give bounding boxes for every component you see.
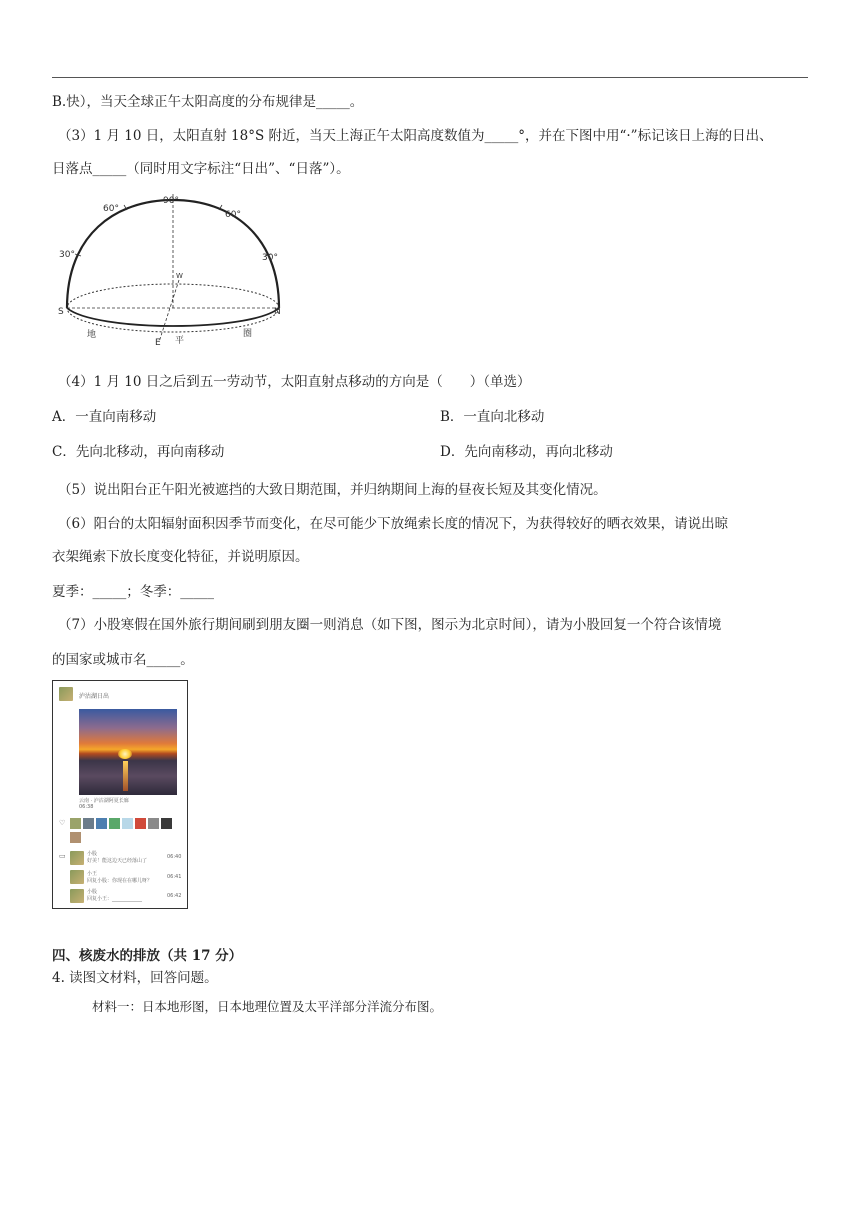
like-avatars [70, 818, 172, 829]
option-d: D．先向南移动，再向北移动 [440, 444, 613, 460]
question-5: （5）说出阳台正午阳光被遮挡的大致日期范围，并归纳期间上海的昼夜长短及其变化情况。 [58, 482, 607, 498]
like-avatar [70, 818, 81, 829]
avatar [70, 889, 84, 903]
heart-icon[interactable]: ♡ [59, 819, 66, 827]
avatar [59, 687, 73, 701]
question-3-line-1: （3）1 月 10 日，太阳直射 18°S 附近，当天上海正午太阳高度数值为_____°，并在下图中用“·”标记该日上海的日出、 [58, 128, 773, 144]
moment-caption: 泸沽湖日出 [79, 693, 110, 700]
comment-text: 回复小王：____________ [87, 896, 143, 902]
like-avatar [161, 818, 172, 829]
label-ground-3: 圈 [243, 329, 253, 339]
label-30-left: 30° [59, 250, 75, 260]
like-avatar [70, 832, 81, 843]
comment-text: 回复小股：你现在在哪儿呀？ [87, 878, 153, 884]
label-90: 90° [163, 196, 179, 206]
like-avatar [122, 818, 133, 829]
label-60-right: 60° [225, 210, 241, 220]
label-e: E [155, 338, 161, 348]
question-7-line-1: （7）小股寒假在国外旅行期间刷到朋友圈一则消息（如下图，图示为北京时间），请为小股回复一个符合该情境 [58, 617, 722, 633]
label-ground-2: 平 [175, 336, 185, 346]
comment-time: 06:42 [167, 893, 182, 899]
comment-time: 06:40 [167, 854, 182, 860]
section-title: 四、核废水的排放（共 17 分） [52, 948, 243, 964]
label-60-left: 60° [103, 204, 119, 214]
question-6-line-1: （6）阳台的太阳辐射面积因季节而变化，在尽可能少下放绳索长度的情况下，为获得较好的晒衣效果，请说出晾 [58, 516, 729, 532]
moment-location: 云南 · 泸沽湖阿夏长廊 [79, 798, 129, 804]
like-avatar [148, 818, 159, 829]
label-w: W [176, 272, 183, 280]
avatar [70, 870, 84, 884]
sun-icon [118, 749, 132, 759]
option-b: B．一直向北移动 [440, 409, 545, 425]
moment-time: 06:38 [79, 804, 94, 810]
header-rule [52, 77, 808, 78]
question-6-blanks: 夏季：_____；冬季：_____ [52, 584, 214, 600]
question-6-line-2: 衣架绳索下放长度变化特征，并说明原因。 [52, 549, 309, 565]
like-avatar [83, 818, 94, 829]
question-7-line-2: 的国家或城市名_____。 [52, 652, 194, 668]
option-c: C．先向北移动，再向南移动 [52, 444, 225, 460]
comment-name: 小股 [87, 889, 98, 895]
question-3-line-2: 日落点_____（同时用文字标注“日出”、“日落”）。 [52, 161, 350, 177]
comment-name: 小股 [87, 851, 98, 857]
question-4-stem: （4）1 月 10 日之后到五一劳动节，太阳直射点移动的方向是（ ）（单选） [58, 374, 531, 390]
comment-icon[interactable]: ▭ [59, 852, 66, 860]
like-avatar [135, 818, 146, 829]
comment-text: 好美！能这边天已经落山了 [87, 858, 148, 864]
option-a: A．一直向南移动 [52, 409, 157, 425]
comment-name: 小王 [87, 871, 98, 877]
like-avatar [96, 818, 107, 829]
question-4-prompt: 4. 读图文材料，回答问题。 [52, 970, 218, 986]
question-line: B.快），当天全球正午太阳高度的分布规律是_____。 [52, 94, 364, 110]
avatar [70, 851, 84, 865]
like-avatar [109, 818, 120, 829]
label-ground-1: 地 [87, 330, 97, 340]
celestial-hemisphere-diagram [55, 190, 295, 350]
sun-reflection [123, 761, 128, 791]
material-one: 材料一：日本地形图，日本地理位置及太平洋部分洋流分布图。 [92, 999, 443, 1014]
label-30-right: 30° [262, 253, 278, 263]
sunrise-photo [79, 709, 177, 795]
label-s: S [58, 307, 64, 317]
wechat-moment-screenshot [52, 680, 188, 909]
comment-time: 06:41 [167, 874, 182, 880]
label-n: N [274, 307, 281, 317]
